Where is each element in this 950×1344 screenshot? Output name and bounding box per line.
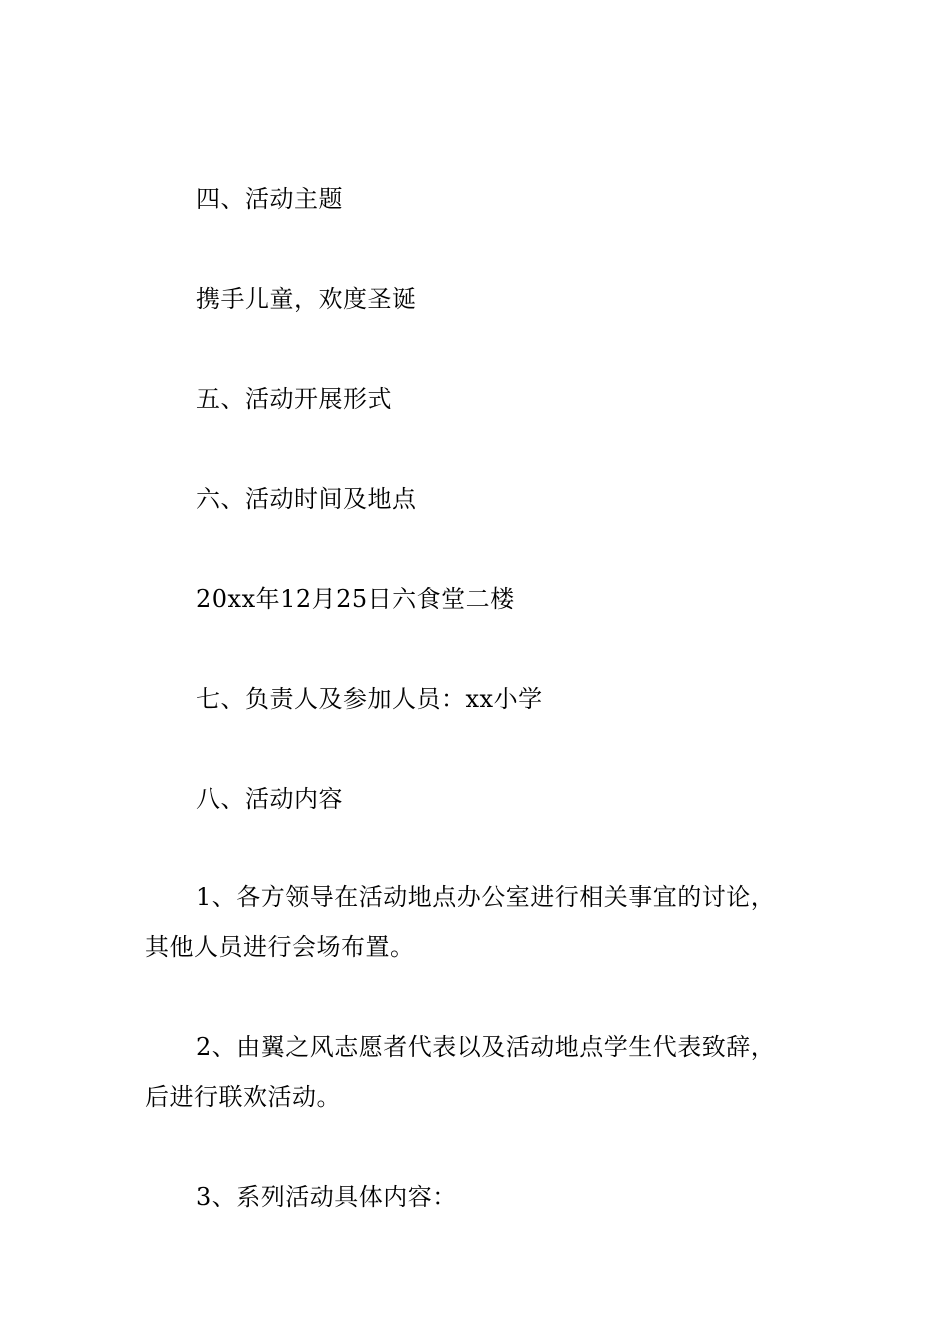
time-place-text: 20xx年12月25日六食堂二楼 <box>196 585 515 613</box>
content-item-2-line-2: 后进行联欢活动。 <box>145 1083 341 1111</box>
section-heading-format: 五、活动开展形式 <box>196 385 392 413</box>
theme-text: 携手儿童，欢度圣诞 <box>196 285 417 313</box>
content-item-2-line-1: 2、由翼之风志愿者代表以及活动地点学生代表致辞， <box>196 1033 776 1061</box>
content-item-3-line-1: 3、系列活动具体内容： <box>196 1183 457 1211</box>
section-heading-theme: 四、活动主题 <box>196 185 343 213</box>
section-heading-participants: 七、负责人及参加人员：xx小学 <box>196 685 543 713</box>
section-heading-time-place: 六、活动时间及地点 <box>196 485 417 513</box>
content-item-1-line-1: 1、各方领导在活动地点办公室进行相关事宜的讨论， <box>196 883 776 911</box>
content-item-1-line-2: 其他人员进行会场布置。 <box>145 933 415 961</box>
section-heading-content: 八、活动内容 <box>196 785 343 813</box>
